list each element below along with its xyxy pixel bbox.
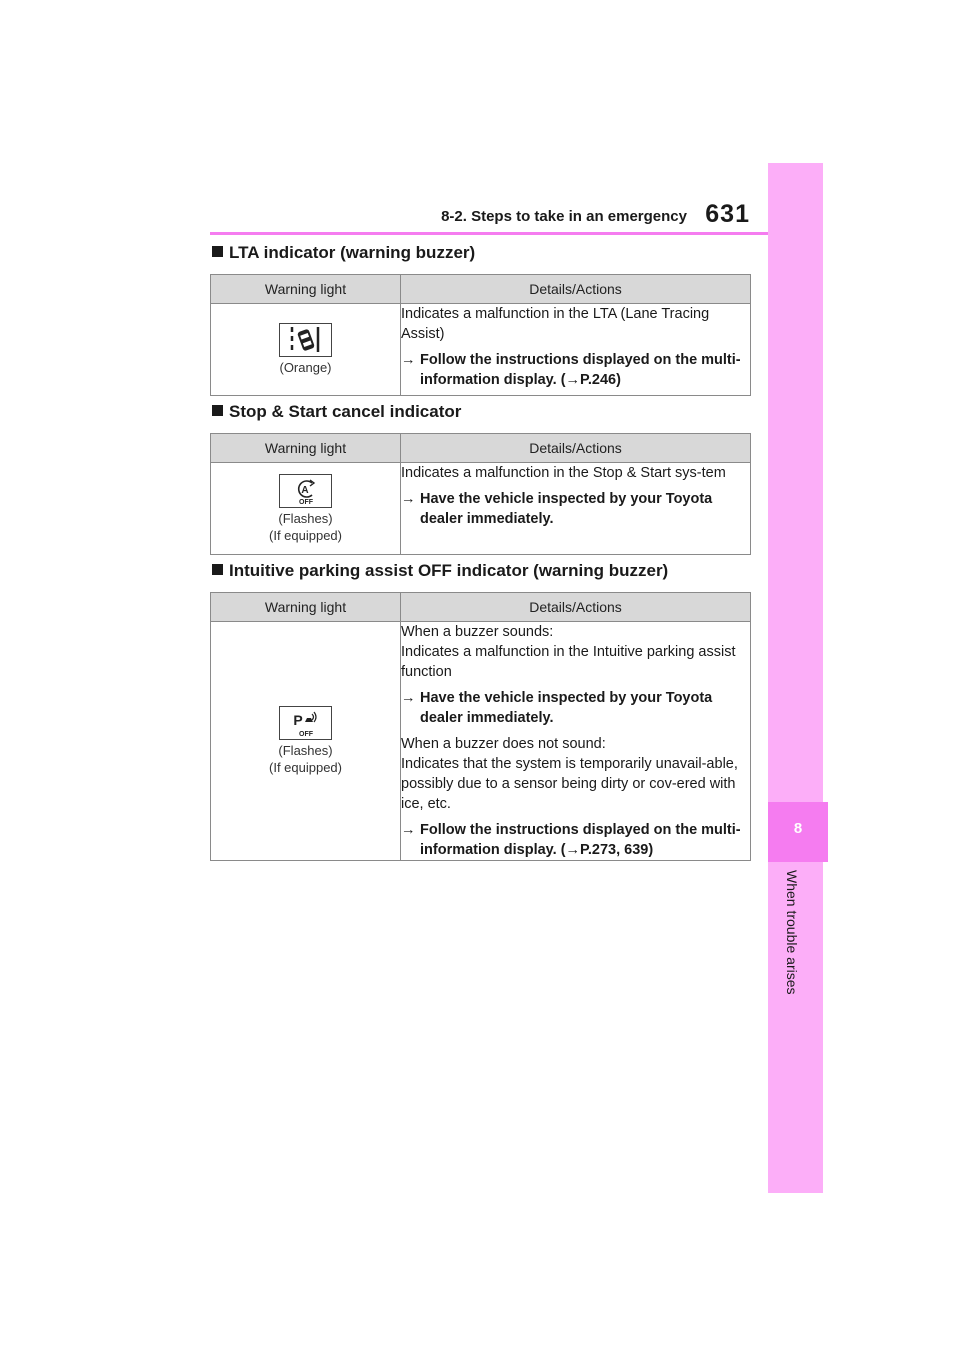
description-text: Indicates a malfunction in the LTA (Lane Tracing Assist) — [401, 306, 710, 342]
icon-letter: A — [300, 484, 309, 496]
page-reference-link[interactable]: P.273, 639) — [580, 842, 654, 858]
case-title: When a buzzer does not sound: — [401, 736, 606, 752]
warning-table-parking-assist — [210, 592, 751, 861]
column-header-details: Details/Actions — [401, 593, 751, 622]
details-cell — [401, 463, 751, 555]
case-title: When a buzzer sounds: — [401, 624, 554, 640]
section-heading-text: LTA indicator (warning buzzer) — [229, 243, 476, 262]
action-text — [401, 489, 750, 529]
column-header-details: Details/Actions — [401, 434, 751, 463]
stop-start-off-icon — [279, 474, 332, 508]
action-text-body: Have the vehicle inspected by your Toyota dealer immediately. — [420, 491, 713, 527]
column-header-warning-light: Warning light — [211, 275, 401, 304]
description-text: Indicates a malfunction in the Stop & Start sys-tem — [401, 465, 726, 481]
warning-light-cell — [211, 463, 401, 555]
page-reference-link[interactable]: P.246) — [580, 372, 621, 388]
warning-table-stop-start — [210, 433, 751, 555]
lane-departure-icon — [279, 323, 332, 357]
arrow-icon: → — [401, 690, 416, 706]
warning-light-cell — [211, 304, 401, 396]
square-bullet-icon — [212, 405, 223, 416]
icon-note: (Flashes) — [278, 743, 333, 758]
action-text — [401, 688, 750, 728]
column-header-warning-light: Warning light — [211, 434, 401, 463]
chapter-title: When trouble arises — [784, 870, 800, 995]
column-header-warning-light: Warning light — [211, 593, 401, 622]
ref-arrow-icon: → — [565, 842, 581, 858]
description-text: Indicates a malfunction in the Intuitive parking assist function — [401, 644, 736, 680]
icon-note: (If equipped) — [269, 760, 342, 775]
warning-table-lta — [210, 274, 751, 396]
header-rule — [210, 232, 770, 235]
details-cell — [401, 622, 751, 861]
square-bullet-icon — [212, 246, 223, 257]
parking-assist-off-icon — [279, 706, 332, 740]
action-text — [401, 350, 750, 390]
icon-letter: P — [292, 712, 303, 728]
section-heading-stop-start — [212, 402, 461, 422]
arrow-icon: → — [401, 491, 416, 507]
icon-off-label: OFF — [298, 498, 313, 506]
icon-off-label: OFF — [298, 731, 313, 738]
ref-arrow-icon: → — [565, 372, 581, 388]
description-text: Indicates that the system is temporarily unavail-able, possibly due to a sensor being dirty or cov-ered with ice, etc. — [401, 756, 738, 812]
icon-note: (Flashes) — [278, 510, 333, 526]
arrow-icon: → — [401, 352, 416, 368]
section-heading-text: Stop & Start cancel indicator — [229, 402, 462, 421]
details-cell — [401, 304, 751, 396]
icon-note: (Orange) — [279, 360, 332, 375]
chapter-side-tab — [768, 163, 823, 1193]
action-text-body: Follow the instructions displayed on the multi-information display. ( — [420, 352, 741, 388]
section-heading-lta — [212, 243, 475, 263]
action-text — [401, 820, 750, 860]
square-bullet-icon — [212, 564, 223, 575]
page-number: 631 — [705, 200, 750, 228]
warning-light-cell — [211, 622, 401, 861]
section-heading-text: Intuitive parking assist OFF indicator (warning buzzer) — [229, 561, 669, 580]
arrow-icon: → — [401, 822, 416, 838]
column-header-details: Details/Actions — [401, 275, 751, 304]
icon-note: (If equipped) — [269, 527, 342, 543]
action-text-body: Have the vehicle inspected by your Toyota dealer immediately. — [420, 690, 713, 726]
chapter-number: 8 — [793, 820, 803, 837]
section-header-title: 8-2. Steps to take in an emergency — [441, 208, 687, 225]
section-heading-parking-assist — [212, 561, 668, 581]
action-text-body: Follow the instructions displayed on the multi-information display. ( — [420, 822, 741, 858]
